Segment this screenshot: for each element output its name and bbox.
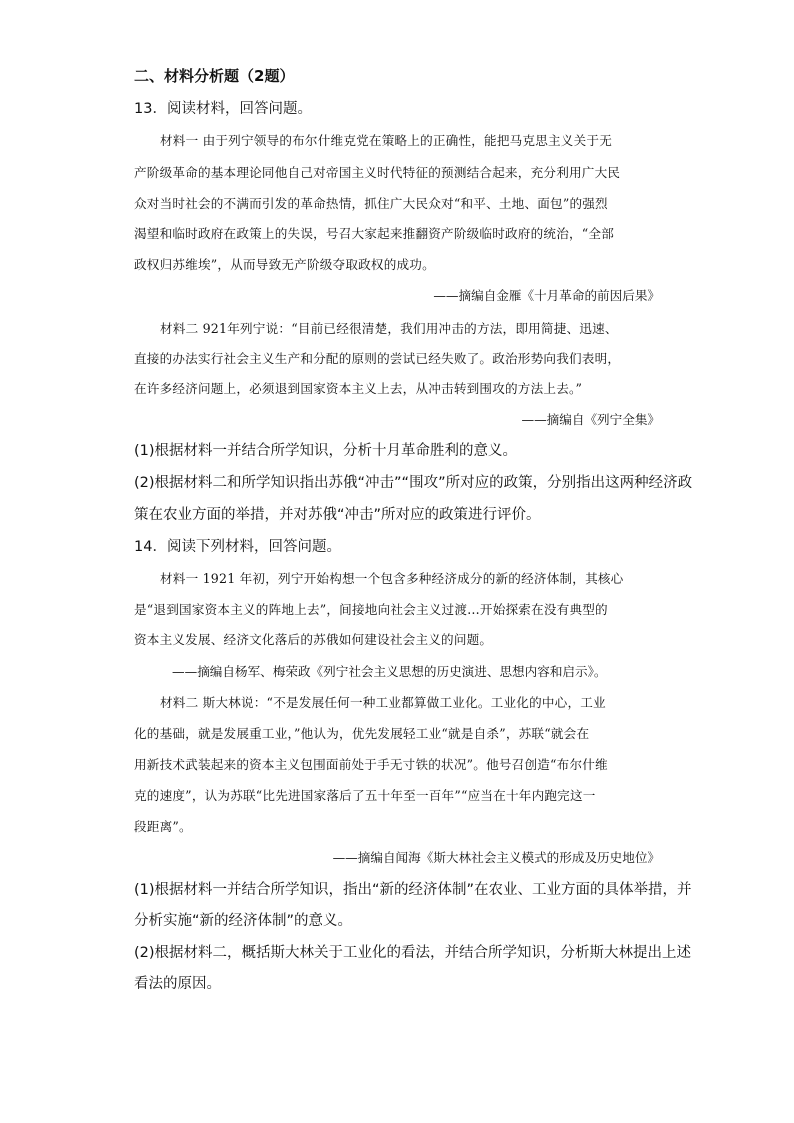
q14-material2-line: 克的速度”，认为苏联“比先进国家落后了五十年至一百年”“应当在十年内跑完这一 (134, 788, 596, 803)
q14-material2-line: 用新技术武装起来的资本主义包围面前处于手无寸铁的状况”。他号召创造“布尔什维 (134, 757, 608, 772)
q13-material2-line: 直接的办法实行社会主义生产和分配的原则的尝试已经失败了。政治形势向我们表明， (134, 351, 621, 366)
q13-subquestion-2-line: 策在农业方面的举措，并对苏俄“冲击”所对应的政策进行评价。 (134, 507, 541, 523)
q14-material2-line: 材料二 斯大林说：“不是发展任何一种工业都算做工业化。工业化的中心，工业 (160, 695, 606, 710)
q13-material1-line: 政权归苏维埃”，从而导致无产阶级夺取政权的成功。 (134, 257, 435, 272)
q13-subquestion-1: (1)根据材料一并结合所学知识，分析十月革命胜利的意义。 (134, 443, 518, 459)
q13-material1-line: 众对当时社会的不满而引发的革命热情，抓住广大民众对“和平、土地、面包”的强烈 (134, 196, 608, 211)
q14-source2: ——摘编自闻海《斯大林社会主义模式的形成及历史地位》 (332, 850, 660, 865)
q14-material2-line: 化的基础，就是发展重工业，”他认为，优先发展轻工业“就是自杀”，苏联“就会在 (134, 726, 590, 741)
q13-material1-line: 材料一 由于列宁领导的布尔什维克党在策略上的正确性，能把马克思主义关于无 (160, 133, 612, 148)
q13-material1-line: 产阶级革命的基本理论同他自己对帝国主义时代特征的预测结合起来，充分利用广大民 (134, 165, 621, 180)
q13-material1-line: 渴望和临时政府在政策上的失误，号召大家起来推翻资产阶级临时政府的统治，“全部 (134, 226, 615, 241)
q13-material2-line: 材料二 921年列宁说：“目前已经很清楚，我们用冲击的方法，即用简捷、迅速、 (160, 321, 618, 336)
q14-subquestion-2-line: 看法的原因。 (134, 976, 221, 992)
q14-stem: 14．阅读下列材料，回答问题。 (134, 539, 341, 555)
q14-material1-line: 材料一 1921 年初，列宁开始构想一个包含多种经济成分的新的经济体制，其核心 (160, 571, 624, 586)
q14-subquestion-1-line: 分析实施“新的经济体制”的意义。 (134, 913, 353, 929)
q13-source1: ——摘编自金雁《十月革命的前因后果》 (433, 288, 660, 303)
q13-stem: 13．阅读材料，回答问题。 (134, 101, 312, 117)
q13-subquestion-2-line: (2)根据材料二和所学知识指出苏俄“冲击”“围攻”所对应的政策，分别指出这两种经济政 (134, 475, 693, 491)
section-heading: 二、材料分析题（2题） (134, 67, 295, 85)
q14-subquestion-2-line: (2)根据材料二，概括斯大林关于工业化的看法，并结合所学知识，分析斯大林提出上述 (134, 945, 692, 961)
q14-material1-line: 资本主义发展、经济文化落后的苏俄如何建设社会主义的问题。 (134, 632, 493, 647)
q14-material1-line: 是“退到国家资本主义的阵地上去”，间接地向社会主义过渡…开始探索在没有典型的 (134, 602, 608, 617)
q13-material2-line: 在许多经济问题上，必须退到国家资本主义上去，从冲击转到围攻的方法上去。” (134, 381, 583, 396)
q13-source2: ——摘编自《列宁全集》 (521, 412, 660, 427)
q14-subquestion-1-line: (1)根据材料一并结合所学知识，指出“新的经济体制”在农业、工业方面的具体举措，并 (134, 882, 692, 898)
q14-material2-line: 段距离”。 (134, 819, 192, 834)
q14-source1: ——摘编自杨军、梅荣政《列宁社会主义思想的历史演进、思想内容和启示》。 (172, 664, 607, 679)
